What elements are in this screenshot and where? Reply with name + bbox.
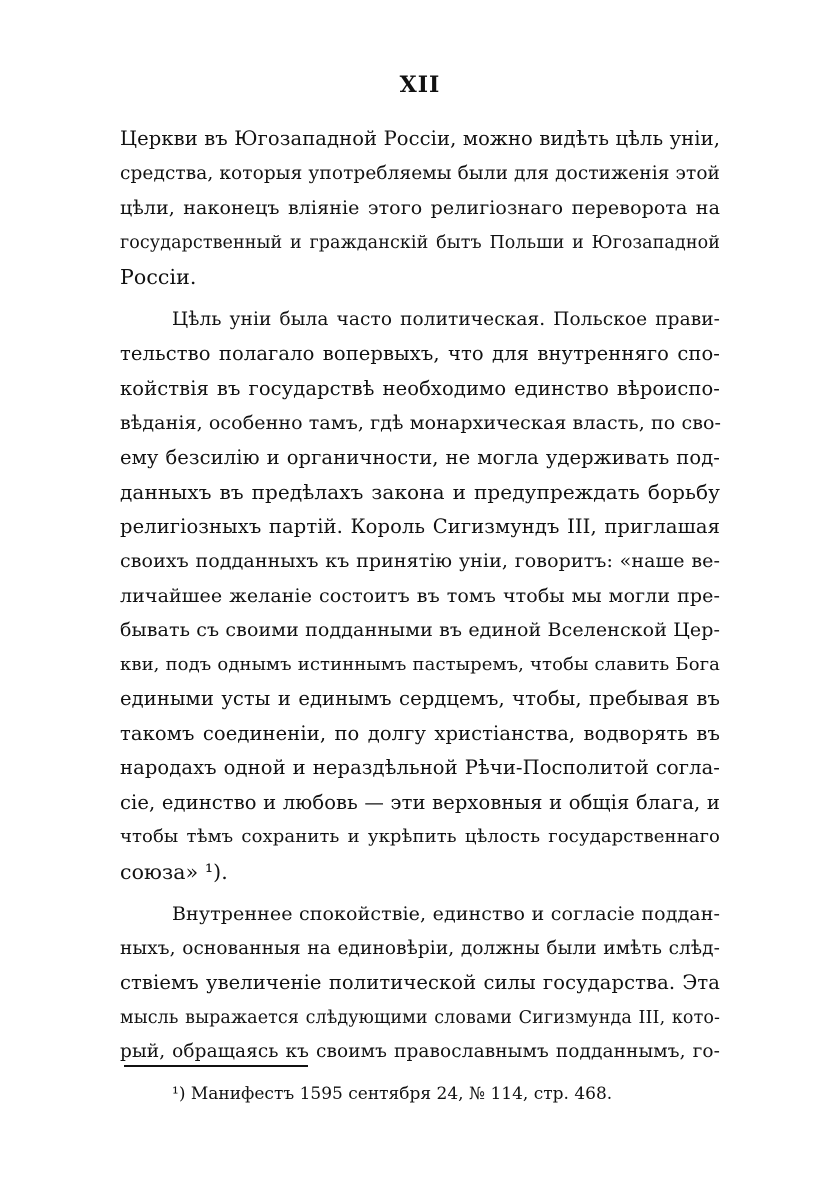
text-line: личайшее желаніе состоитъ въ томъ чтобы мы могли пре- (120, 584, 720, 607)
text-line: Цѣль уніи была часто политическая. Польское прави- (172, 308, 720, 330)
text-line: едиными усты и единымъ сердцемъ, чтобы, пребывая въ (120, 687, 720, 710)
text-line: мысль выражается слѣдующими словами Сигизмунда III, кото- (120, 1007, 720, 1028)
text-line: Россіи. (120, 265, 197, 289)
text-line: сіе, единство и любовь — эти верховныя и общія блага, и (120, 790, 720, 814)
text-line: данныхъ въ предѣлахъ закона и предупреждать борьбу (120, 480, 720, 504)
text-line: союза» ¹). (120, 859, 228, 884)
footnote-divider (124, 1065, 308, 1067)
text-line: ныхъ, основанныя на единовѣріи, должны были имѣть слѣд- (120, 937, 720, 959)
main-text (120, 122, 720, 1070)
text-line: бывать съ своими подданными въ единой Вселенской Цер- (120, 619, 720, 641)
page-number: XII (399, 72, 441, 98)
footnote: ¹) Манифестъ 1595 сентября 24, № 114, стр. 468. (172, 1084, 613, 1104)
text-line: ему безсилію и органичности, не могла удерживать под- (120, 445, 720, 469)
text-line: своихъ подданныхъ къ принятію уніи, говоритъ: «наше ве- (120, 550, 720, 572)
text-line: Внутреннее спокойствіе, единство и согласіе поддан- (172, 903, 720, 925)
text-line: ствіемъ увеличеніе политической силы государства. Эта (120, 971, 720, 994)
text-line: такомъ соединеніи, по долгу христіанства, водворять въ (120, 721, 720, 745)
text-line: средства, которыя употребляемы были для достиженія этой (120, 162, 720, 184)
text-line: цѣли, наконецъ вліяніе этого религіознаго переворота на (120, 197, 720, 219)
text-line: кви, подъ однымъ истиннымъ пастыремъ, чтобы славить Бога (120, 653, 720, 675)
text-line: тельство полагало вопервыхъ, что для внутренняго спо- (120, 342, 720, 365)
text-line: чтобы тѣмъ сохранить и укрѣпить цѣлость государственнаго (120, 826, 720, 847)
text-line: вѣданія, особенно тамъ, гдѣ монархическая власть, по сво- (120, 412, 722, 434)
text-line: религіозныхъ партій. Король Сигизмундъ III, приглашая (120, 514, 720, 538)
text-line: койствія въ государствѣ необходимо единство вѣроиспо- (120, 376, 720, 400)
text-line: государственный и гражданскій бытъ Польши и Югозападной (120, 232, 720, 253)
text-line: рый, обращаясь къ своимъ православнымъ подданнымъ, го- (120, 1041, 720, 1062)
text-line: народахъ одной и нераздѣльной Рѣчи-Посполитой согла- (120, 756, 720, 779)
text-line: Церкви въ Югозападной Россіи, можно видѣть цѣль уніи, (120, 127, 720, 150)
